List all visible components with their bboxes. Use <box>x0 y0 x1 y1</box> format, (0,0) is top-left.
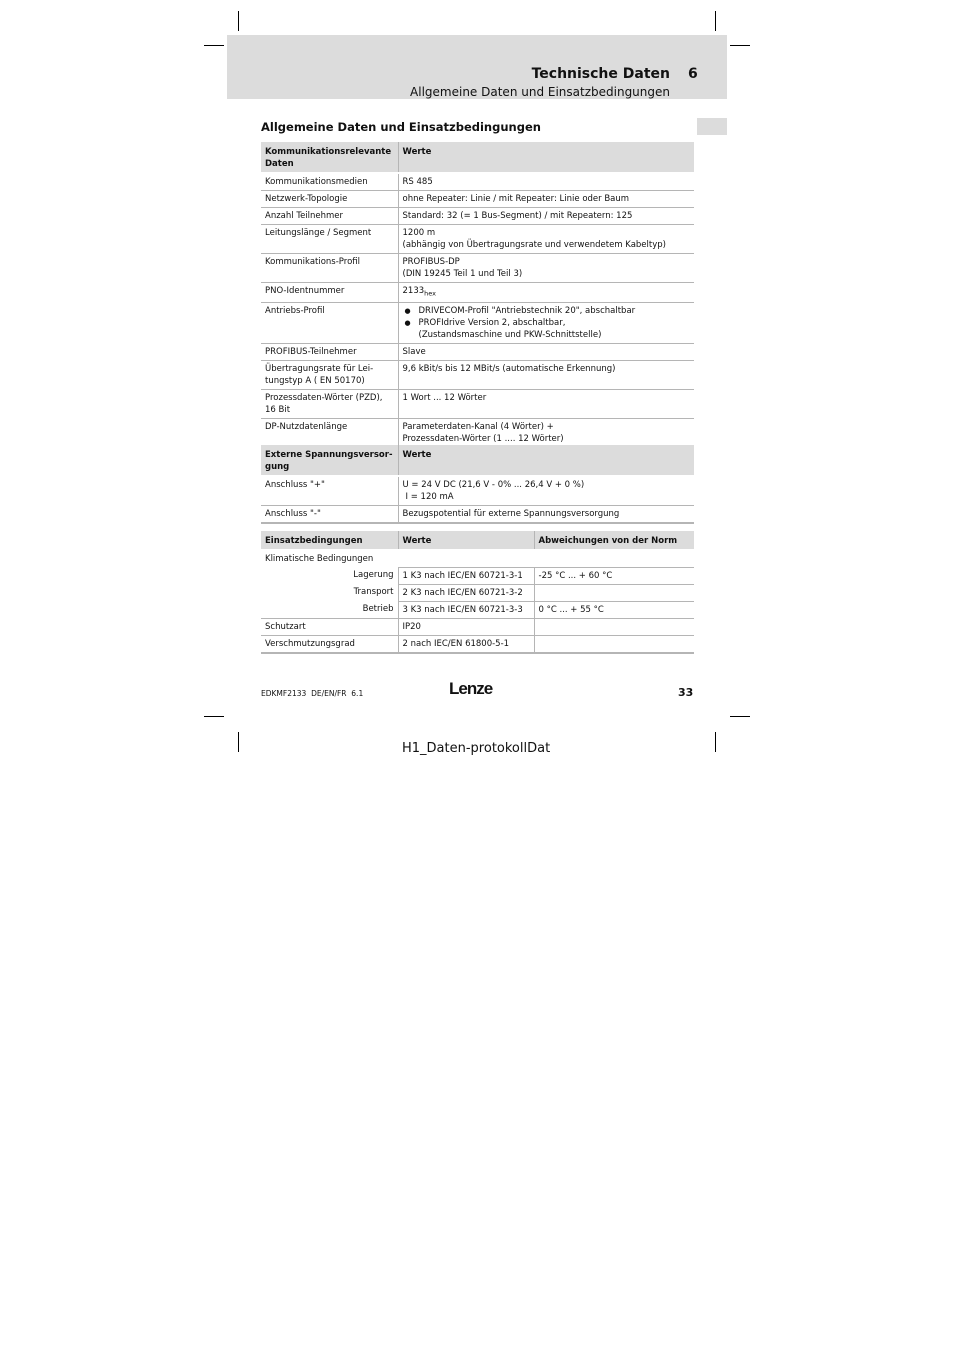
row-label: Kommunikationsmedien <box>261 173 398 191</box>
column-header-conditions: Einsatzbedingungen <box>261 531 398 550</box>
label-line: tungstyp A ( EN 50170) <box>265 375 365 386</box>
table-row <box>261 191 694 208</box>
column-header-supply <box>261 445 398 476</box>
header-line: Externe Spannungsversor- <box>265 450 393 460</box>
chapter-number: 6 <box>688 66 698 82</box>
column-header-values: Werte <box>398 445 694 476</box>
row-value: 2 nach IEC/EN 61800-5-1 <box>398 635 534 653</box>
label-line: 16 Bit <box>265 404 291 415</box>
row-value: 1 K3 nach IEC/EN 60721-3-1 <box>398 567 534 584</box>
row-value <box>398 302 694 343</box>
ident-number: 2133 <box>402 286 425 296</box>
row-value <box>398 418 694 448</box>
row-value <box>398 550 534 567</box>
table-row <box>261 360 694 389</box>
row-value: 3 K3 nach IEC/EN 60721-3-3 <box>398 601 534 618</box>
row-label: Verschmutzungsgrad <box>261 635 398 653</box>
row-value: Standard: 32 (= 1 Bus-Segment) / mit Repeatern: 125 <box>398 208 694 225</box>
section-heading: Allgemeine Daten und Einsatzbedingungen <box>261 120 541 134</box>
document-id: EDKMF2133 DE/EN/FR 6.1 <box>261 689 364 698</box>
bullet-text: (Zustandsmaschine und PKW-Schnittstelle) <box>418 329 602 340</box>
table-row <box>261 506 694 524</box>
row-deviation <box>534 584 694 601</box>
table-row <box>261 173 694 191</box>
table-row <box>261 225 694 254</box>
table-row <box>261 618 694 635</box>
row-label: Klimatische Bedingungen <box>265 554 374 564</box>
row-value: IP20 <box>398 618 534 635</box>
row-value: RS 485 <box>398 173 694 191</box>
row-deviation <box>534 618 694 635</box>
label-line: Übertragungsrate für Lei- <box>265 363 374 374</box>
row-value: Slave <box>398 343 694 360</box>
row-label: Betrieb <box>261 601 398 618</box>
row-value: ohne Repeater: Linie / mit Repeater: Linie oder Baum <box>398 191 694 208</box>
crop-mark <box>238 732 239 752</box>
lenze-logo: Lenze <box>449 679 493 698</box>
row-label: Transport <box>353 587 394 597</box>
table-row <box>261 254 694 283</box>
row-label: Antriebs-Profil <box>261 302 398 343</box>
chapter-subtitle: Allgemeine Daten und Einsatzbedingungen <box>410 85 670 99</box>
value-line: (DIN 19245 Teil 1 und Teil 3) <box>402 269 523 279</box>
bullet-item <box>403 305 691 317</box>
table-row <box>261 418 694 448</box>
table-row <box>261 302 694 343</box>
value-line: I = 120 mA <box>405 492 454 502</box>
bullet-item <box>403 317 691 341</box>
row-label: Kommunikations-Profil <box>261 254 398 283</box>
row-label: DP-Nutzdatenlänge <box>261 418 398 448</box>
value-line: Parameterdaten-Kanal (4 Wörter) + <box>402 421 554 432</box>
column-header-comm: Kommunikationsrelevante Daten <box>261 142 398 173</box>
crop-mark <box>238 11 239 31</box>
row-deviation: -25 °C ... + 60 °C <box>534 567 694 584</box>
row-value <box>398 225 694 254</box>
operating-conditions-table <box>261 531 694 654</box>
table-row <box>261 283 694 303</box>
value-line: Prozessdaten-Wörter (1 .... 12 Wörter) <box>402 433 564 444</box>
page-number: 33 <box>678 686 694 699</box>
column-header-deviations: Abweichungen von der Norm <box>534 531 694 550</box>
row-label <box>261 360 398 389</box>
row-value: Bezugspotential für externe Spannungsversorgung <box>398 506 694 524</box>
row-value <box>398 254 694 283</box>
table-header-row <box>261 142 694 173</box>
crop-mark <box>204 716 224 717</box>
value-line: PROFIBUS-DP <box>402 257 460 267</box>
row-label <box>261 389 398 418</box>
column-header-values: Werte <box>398 531 534 550</box>
row-value: 1 Wort ... 12 Wörter <box>398 389 694 418</box>
bullet-list <box>403 305 691 341</box>
row-deviation: 0 °C ... + 55 °C <box>534 601 694 618</box>
row-label: Lagerung <box>353 570 394 580</box>
table-header-row <box>261 531 694 550</box>
table-row <box>261 635 694 653</box>
row-deviation <box>534 550 694 567</box>
bullet-text: DRIVECOM-Profil "Antriebstechnik 20", abschaltbar <box>418 305 636 316</box>
row-value <box>398 283 694 303</box>
crop-mark <box>204 45 224 46</box>
ident-subscript: hex <box>424 289 436 298</box>
row-value <box>398 476 694 506</box>
table-row <box>261 476 694 506</box>
table-row <box>261 389 694 418</box>
value-line: (abhängig von Übertragungsrate und verwendetem Kabeltyp) <box>402 240 666 250</box>
table-row <box>261 584 694 601</box>
row-value: 9,6 kBit/s bis 12 MBit/s (automatische Erkennung) <box>398 360 694 389</box>
bottom-caption: H1_Daten-protokollDat <box>402 741 551 756</box>
external-supply-table <box>261 445 694 524</box>
table-row <box>261 343 694 360</box>
column-header-values: Werte <box>398 142 694 173</box>
header-line: gung <box>265 462 290 472</box>
row-label: PNO-Identnummer <box>261 283 398 303</box>
row-label: Netzwerk-Topologie <box>261 191 398 208</box>
table-row <box>261 208 694 225</box>
row-label: Schutzart <box>261 618 398 635</box>
chapter-title: Technische Daten <box>531 66 670 82</box>
table-row <box>261 567 694 584</box>
value-line: 1200 m <box>402 228 436 238</box>
row-deviation <box>534 635 694 653</box>
value-line: U = 24 V DC (21,6 V - 0% ... 26,4 V + 0 %) <box>402 480 585 490</box>
table-row <box>261 601 694 618</box>
row-label: Anzahl Teilnehmer <box>261 208 398 225</box>
side-tab-marker <box>697 118 727 135</box>
table-row <box>261 550 694 567</box>
crop-mark <box>715 732 716 752</box>
crop-mark <box>730 45 750 46</box>
row-label: PROFIBUS-Teilnehmer <box>261 343 398 360</box>
row-value: 2 K3 nach IEC/EN 60721-3-2 <box>398 584 534 601</box>
communication-data-table <box>261 142 694 449</box>
row-label: Leitungslänge / Segment <box>261 225 398 254</box>
crop-mark <box>730 716 750 717</box>
row-label: Anschluss "-" <box>261 506 398 524</box>
crop-mark <box>715 11 716 31</box>
table-header-row <box>261 445 694 476</box>
row-label: Anschluss "+" <box>261 476 398 506</box>
label-line: Prozessdaten-Wörter (PZD), <box>265 392 383 403</box>
bullet-text: PROFIdrive Version 2, abschaltbar, <box>418 317 566 328</box>
